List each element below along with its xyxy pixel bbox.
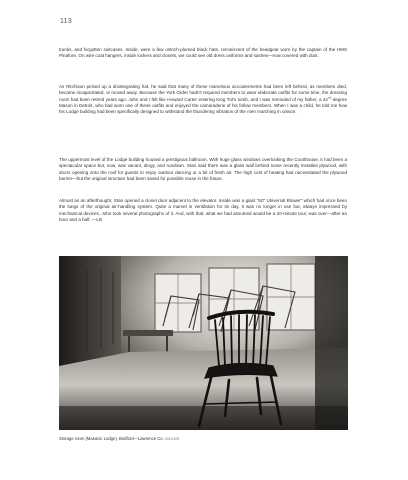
lockers (59, 256, 121, 366)
paragraph-2-text-cont: -degree Mason in Detroit, who had worn one of these outfits and enjoyed the camaraderie of his fellow members. When I was a child, he told me how his Lodge building had been specifically designed to withstand the thundering vibration of the men marching in unison. (59, 96, 347, 115)
caption-text: Storage room (Masonic Lodge), Bedford—Lawrence Co. (59, 436, 164, 441)
paragraph-2 (59, 84, 347, 115)
ordinal-suffix: nd (327, 95, 332, 100)
paragraph-2-text: As Ritchison picked up a disintegrating hat, he said that many of these marvelous accouterments had been left behind, as members died, became incapacitated, or moved away. Because the York Order hadn't required members to wear elaborate outfits for some time, the dressing room had been retired years ago. John and I felt like Howard Carter entering King Tut's tomb, and I was reminded of my father, a 32 (59, 84, 347, 102)
caption-credit: 2010-875 (164, 437, 180, 441)
page-number: 113 (60, 18, 73, 25)
paragraph-3: The uppermost level of the Lodge building housed a prestigious ballroom. With huge glass windows overlooking the Courthouse, it had been a spectacular space but, now, was vacant, dingy, and rundown. Stan said there was a glass wall behind some recently installed plywood, with doors opening onto the roof for guests to enjoy outdoor dancing or a bit of fresh air. The high cost of heating had necessitated the plywood barrier—but the original structure had been saved for possible reuse in the future. (59, 157, 347, 181)
paragraph-4: Almost as an afterthought, Stan opened a closet door adjacent to the elevator. Inside was a giant "60" Universal Blower" which had once been the lungs of the original air-handling system. Quite a marvel in ventilation for its day, it was no longer in use but, always impressed by mechanical devices, John took several photographs of it. And, with that, what we had assumed would be a 20-minute tour, was over—after an hour and a half. —LB (59, 198, 347, 222)
photo-caption (59, 436, 179, 441)
storage-room-photo (59, 256, 348, 430)
paragraph-1: trunks, and forgotten suitcases. Inside, were a few ostrich-plumed black hats, reminiscent of the headgear worn by the captain of the HMS Pinafore. On wire coat hangers, inside lockers and closets, we could see old dress uniforms and sashes—now covered with dust. (59, 47, 347, 59)
